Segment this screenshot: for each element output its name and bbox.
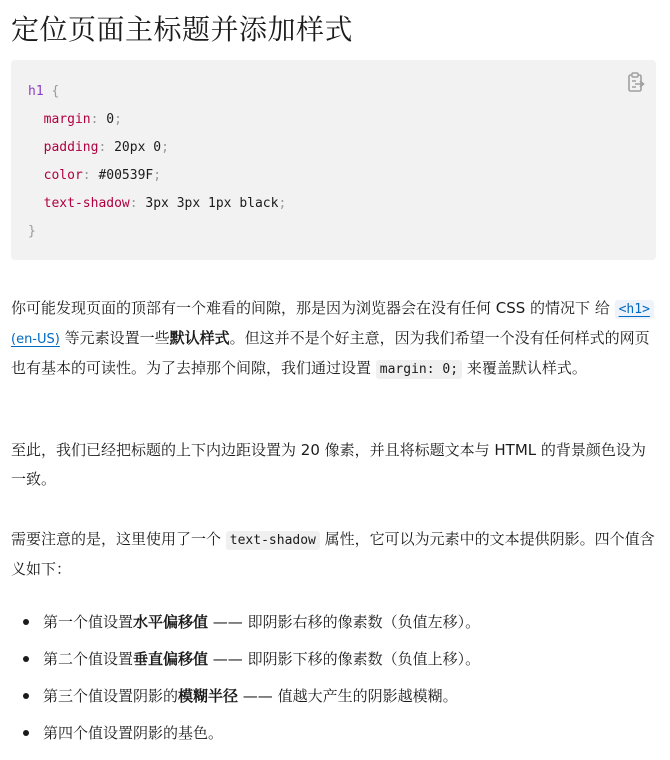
list-item: 第二个值设置垂直偏移值 —— 即阴影下移的像素数（负值上移）。: [11, 649, 651, 669]
code-selector: h1: [28, 84, 44, 99]
list-item: 第三个值设置阴影的模糊半径 —— 值越大产生的阴影越模糊。: [11, 686, 651, 706]
code-close-brace: }: [28, 224, 36, 239]
en-us-link[interactable]: (en-US): [11, 332, 60, 347]
code-value: 3px 3px 1px black: [145, 196, 279, 211]
inline-code-text-shadow: text-shadow: [226, 531, 320, 550]
list-item: 第一个值设置水平偏移值 —— 即阴影右移的像素数（负值左移）。: [11, 612, 651, 632]
paragraph-padding: 至此，我们已经把标题的上下内边距设置为 20 像素，并且将标题文本与 HTML 的背景颜色设为一致。: [11, 441, 646, 488]
h1-element-link[interactable]: <h1>: [615, 300, 654, 319]
inline-code-margin: margin: 0;: [376, 360, 462, 379]
paragraph-default-styles: 你可能发现页面的顶部有一个难看的间隙，那是因为浏览器会在没有任何 CSS 的情况下 给 <h1> (en-US) 等元素设置一些默认样式。但这并不是个好主意，因为我们希望一个没有任何样式的网页也有基本的可读性。为了去掉那个间隙，我们通过设置 margin: 0; 来覆盖默认样式。: [11, 294, 659, 384]
clipboard-icon[interactable]: [626, 72, 646, 94]
section-heading: 定位页面主标题并添加样式: [11, 13, 354, 46]
code-property: text-shadow: [43, 196, 130, 211]
shadow-values-list: [11, 612, 651, 760]
code-value: #00539F: [98, 168, 154, 183]
code-value: 0: [106, 112, 115, 127]
list-item: 第四个值设置阴影的基色。: [11, 723, 651, 743]
code-open-brace: {: [51, 84, 60, 99]
code-property: margin: [43, 112, 91, 127]
code-property: padding: [43, 140, 99, 155]
code-example: [11, 60, 656, 260]
code-value: 20px 0: [114, 140, 162, 155]
bold-default-styles: 默认样式: [169, 329, 230, 347]
paragraph-text-shadow: 需要注意的是，这里使用了一个 text-shadow 属性，它可以为元素中的文本提供阴影。四个值含义如下：: [11, 530, 655, 578]
code-property: color: [43, 168, 83, 183]
css-code: h1 { margin: 0; padding: 20px 0; color: #00539F; text-shadow: 3px 3px 1px black; }: [28, 84, 287, 239]
